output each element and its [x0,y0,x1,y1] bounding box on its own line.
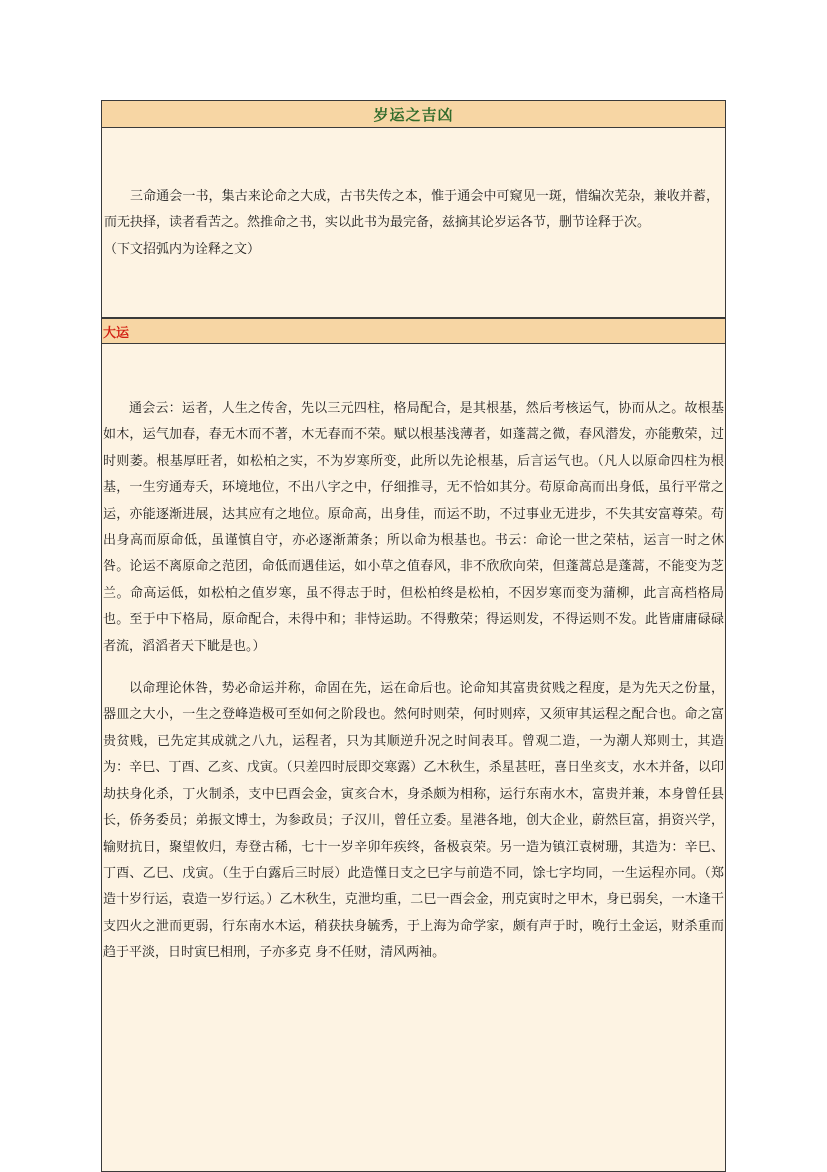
body-paragraph-1: 通会云：运者，人生之传舍，先以三元四柱，格局配合，是其根基，然后考核运气，协而从之。故根基如木，运气加春，春无木而不著，木无春而不荣。赋以根基浅薄者，如蓬蒿之微，春风潜发，亦能敷荣，过时则萎。根基厚旺者，如松柏之实，不为岁寒所变，此所以先论根基，后言运气也。（凡人以原命四柱为根基，一生穷通寿夭，环境地位，不出八字之中，仔细推寻，无不恰如其分。苟原命高而出身低，虽行平常之运，亦能逐渐进展，达其应有之地位。原命高，出身佳，而运不助，不过事业无进步，不失其安富尊荣。苟出身高而原命低，虽谨慎自守，亦必逐渐萧条；所以命为根基也。书云：命论一世之荣枯，运言一时之休咎。论运不离原命之范团，命低而遇佳运，如小草之值春风，非不欣欣向荣，但蓬蒿总是蓬蒿，不能变为芝兰。命高运低，如松柏之值岁寒，虽不得志于时，但松柏终是松柏，不因岁寒而变为蒲柳，此言高档格局也。至于中下格局，原命配合，未得中和；非恃运助。不得敷荣；得运则发，不得运则不发。此皆庸庸碌碌者流，滔滔者天下眦是也。） [103,401,724,654]
section-body [102,344,725,1171]
content-table [101,100,726,1172]
body-paragraph-2: 以命理论休咎，势必命运并称，命固在先，运在命后也。论命知其富贵贫贱之程度，是为先天之份量，器皿之大小，一生之登峰造极可至如何之阶段也。然何时则荣，何时则瘁，又须审其运程之配合也。命之富贵贫贱，已先定其成就之八九，运程者，只为其顺逆升况之时间表耳。曾观二造，一为潮人郑则士，其造为：辛巳、丁酉、乙亥、戊寅。（只差四时辰即交寒露）乙木秋生，杀星甚旺，喜日坐亥支，水木并备，以印劫扶身化杀，丁火制杀，支中巳酉会金，寅亥合木，身杀颇为相称，运行东南水木，富贵并兼，本身曾任县长，侨务委员；弟振文博士，为参政员；子汉川，曾任立委。星港各地，创大企业，蔚然巨富，捐资兴学，输财抗日，聚望攸归，寿登古稀，七十一岁辛卯年疾终，备极哀荣。另一造为镇江袁树珊，其造为：辛巳、丁酉、乙巳、戊寅。（生于白露后三时辰）此造慬日支之巳字与前造不同，馀七字均同，一生运程亦同。（郑造十岁行运，袁造一岁行运。）乙木秋生，克泄均重，二巳一酉会金，刑克寅时之甲木，身已弱矣，一木逢干支四火之泄而更弱，行东南水木运，稍获扶身毓秀，于上海为命学家，颇有声于时，晚行土金运，财杀重而趋于平淡，日时寅巳相刑，子亦多克 身不任财，清风两袖。 [103,681,724,961]
section-heading: 大运 [102,319,725,344]
paragraph-gap [103,660,724,676]
intro-paragraph: 三命通会一书，集古来论命之大成，古书失传之本，惟于通会中可窥见一斑，惜编次芜杂，兼收并蓄，而无抉择，读者看苦之。然推命之书，实以此书为最完备，兹摘其论岁运各节，删节诠释于次。 [104,189,719,231]
intro-cell [102,128,725,319]
page-title: 岁运之吉凶 [102,101,725,128]
intro-note: （下文招弧内为诠释之文） [104,241,261,257]
